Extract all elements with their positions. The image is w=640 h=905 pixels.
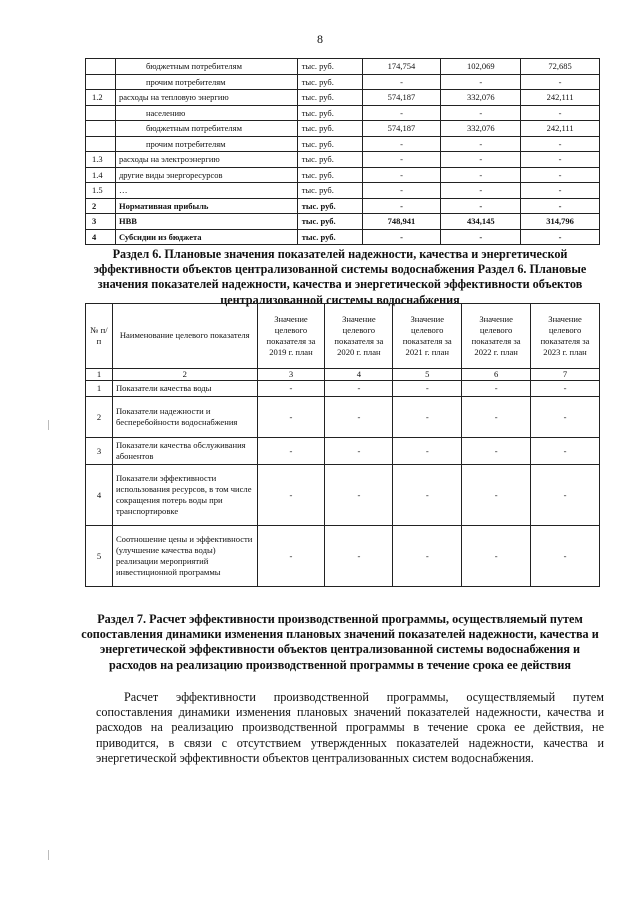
row-unit: тыс. руб. — [297, 74, 362, 90]
row-unit: тыс. руб. — [297, 229, 362, 245]
row-value: 574,187 — [362, 121, 441, 137]
row-value: - — [362, 136, 441, 152]
row-number: 1.3 — [86, 152, 116, 168]
header-name: Наименование целевого показателя — [112, 304, 257, 369]
table-row — [86, 105, 600, 121]
row-number: 3 — [86, 214, 116, 230]
row-value: - — [441, 152, 521, 168]
col-number: 3 — [257, 369, 325, 381]
row-name: … — [115, 183, 297, 199]
row-value: - — [521, 152, 600, 168]
indicator-value: - — [325, 397, 393, 438]
indicator-value: - — [531, 438, 600, 465]
row-name: прочим потребителям — [115, 136, 297, 152]
row-value: - — [441, 183, 521, 199]
row-name: населению — [115, 105, 297, 121]
indicator-value: - — [393, 438, 462, 465]
indicator-name: Показатели надежности и бесперебойности водоснабжения — [112, 397, 257, 438]
header-year-2019: Значение целевого показателя за 2019 г. план — [257, 304, 325, 369]
row-name: Нормативная прибыль — [115, 198, 297, 214]
row-value: - — [521, 167, 600, 183]
row-value: - — [362, 183, 441, 199]
row-value: - — [441, 105, 521, 121]
section-7-paragraph: Расчет эффективности производственной программы, осуществляемый путем сопоставления динамики изменения плановых значений показателей надежности, качества и расходов на реализацию производственной программы в течение срока ее действия, не приводится, в связи с отсутствием утвержденных показателей надежности, качества и энергетической эффективности объектов централизованных систем водоснабжения. — [96, 690, 604, 765]
table-row — [86, 214, 600, 230]
indicator-value: - — [325, 381, 393, 397]
col-number: 2 — [112, 369, 257, 381]
row-number: 1.2 — [86, 90, 116, 106]
row-value: 242,111 — [521, 121, 600, 137]
indicator-value: - — [462, 438, 531, 465]
row-name: бюджетным потребителям — [115, 59, 297, 75]
header-year-2023: Значение целевого показателя за 2023 г. план — [531, 304, 600, 369]
row-unit: тыс. руб. — [297, 90, 362, 106]
row-number: 3 — [86, 438, 113, 465]
row-number — [86, 59, 116, 75]
row-value: - — [362, 152, 441, 168]
row-name: прочим потребителям — [115, 74, 297, 90]
row-value: - — [362, 198, 441, 214]
row-value: - — [521, 229, 600, 245]
indicator-value: - — [393, 526, 462, 587]
row-value: - — [521, 136, 600, 152]
row-number: 2 — [86, 198, 116, 214]
indicator-value: - — [393, 397, 462, 438]
row-number — [86, 121, 116, 137]
col-number: 7 — [531, 369, 600, 381]
row-value: - — [362, 167, 441, 183]
indicator-value: - — [257, 381, 325, 397]
row-name: расходы на электроэнергию — [115, 152, 297, 168]
row-unit: тыс. руб. — [297, 214, 362, 230]
table-row — [86, 183, 600, 199]
indicator-value: - — [462, 465, 531, 526]
header-num: № п/ п — [86, 304, 113, 369]
row-value: 332,076 — [441, 121, 521, 137]
row-value: - — [521, 183, 600, 199]
col-number: 4 — [325, 369, 393, 381]
indicator-name: Показатели качества обслуживания абонентов — [112, 438, 257, 465]
left-margin-mark — [48, 420, 49, 430]
indicator-value: - — [257, 438, 325, 465]
row-value: 574,187 — [362, 90, 441, 106]
row-name: расходы на тепловую энергию — [115, 90, 297, 106]
section-6-title: Раздел 6. Плановые значения показателей надежности, качества и энергетической эффективности объектов централизованной системы водоснабжения Раздел 6. Плановые значения показателей надежности, качества и энергетической эффективности объектов централизованной системы водоснабжения — [93, 247, 587, 307]
row-unit: тыс. руб. — [297, 183, 362, 199]
row-number: 2 — [86, 397, 113, 438]
indicator-value: - — [462, 381, 531, 397]
row-value: - — [441, 167, 521, 183]
row-number: 1.4 — [86, 167, 116, 183]
indicator-value: - — [462, 397, 531, 438]
row-number: 4 — [86, 229, 116, 245]
table-row — [86, 229, 600, 245]
indicator-value: - — [325, 526, 393, 587]
table-row — [86, 198, 600, 214]
row-unit: тыс. руб. — [297, 136, 362, 152]
col-number: 6 — [462, 369, 531, 381]
row-number — [86, 105, 116, 121]
section-7-title: Раздел 7. Расчет эффективности производственной программы, осуществляемый путем сопоставления динамики изменения плановых значений показателей надежности, качества и энергетической эффективности объектов централизованной системы водоснабжения и расходов на реализацию производственной программы в течение срока ее действия — [81, 612, 599, 672]
indicator-value: - — [257, 465, 325, 526]
cost-table — [85, 58, 600, 245]
row-value: - — [441, 198, 521, 214]
indicator-value: - — [531, 526, 600, 587]
row-value: - — [521, 105, 600, 121]
header-year-2022: Значение целевого показателя за 2022 г. план — [462, 304, 531, 369]
left-margin-mark — [48, 850, 49, 860]
indicator-name: Показатели эффективности использования ресурсов, в том числе сокращения потерь воды при транспортировке — [112, 465, 257, 526]
row-unit: тыс. руб. — [297, 198, 362, 214]
table-row — [86, 438, 600, 465]
indicator-value: - — [393, 465, 462, 526]
table-header-row — [86, 304, 600, 369]
row-value: - — [441, 136, 521, 152]
row-number — [86, 136, 116, 152]
row-unit: тыс. руб. — [297, 167, 362, 183]
table-row — [86, 59, 600, 75]
row-value: 72,685 — [521, 59, 600, 75]
column-number-row — [86, 369, 600, 381]
row-value: 174,754 — [362, 59, 441, 75]
table-row — [86, 74, 600, 90]
row-unit: тыс. руб. — [297, 59, 362, 75]
row-value: 242,111 — [521, 90, 600, 106]
row-name: бюджетным потребителям — [115, 121, 297, 137]
target-indicators-table — [85, 303, 600, 587]
table-row — [86, 167, 600, 183]
indicator-value: - — [325, 438, 393, 465]
indicator-value: - — [257, 397, 325, 438]
row-number: 1.5 — [86, 183, 116, 199]
row-value: - — [362, 229, 441, 245]
row-name: Субсидии из бюджета — [115, 229, 297, 245]
header-year-2020: Значение целевого показателя за 2020 г. план — [325, 304, 393, 369]
row-unit: тыс. руб. — [297, 152, 362, 168]
row-value: - — [521, 198, 600, 214]
row-number — [86, 74, 116, 90]
row-value: - — [362, 105, 441, 121]
table-row — [86, 526, 600, 587]
row-unit: тыс. руб. — [297, 105, 362, 121]
table-row — [86, 397, 600, 438]
table-row — [86, 121, 600, 137]
row-value: 332,076 — [441, 90, 521, 106]
row-value: 102,069 — [441, 59, 521, 75]
indicator-name: Показатели качества воды — [112, 381, 257, 397]
indicator-value: - — [531, 465, 600, 526]
row-value: 434,145 — [441, 214, 521, 230]
col-number: 5 — [393, 369, 462, 381]
row-value: - — [362, 74, 441, 90]
row-value: 314,796 — [521, 214, 600, 230]
row-unit: тыс. руб. — [297, 121, 362, 137]
row-number: 5 — [86, 526, 113, 587]
header-year-2021: Значение целевого показателя за 2021 г. план — [393, 304, 462, 369]
indicator-value: - — [257, 526, 325, 587]
row-value: - — [441, 229, 521, 245]
indicator-value: - — [531, 397, 600, 438]
table-row — [86, 90, 600, 106]
page-number: 8 — [317, 32, 323, 46]
table-row — [86, 465, 600, 526]
indicator-name: Соотношение цены и эффективности (улучшение качества воды) реализации мероприятий инвестиционной программы — [112, 526, 257, 587]
row-value: 748,941 — [362, 214, 441, 230]
row-number: 1 — [86, 381, 113, 397]
indicator-value: - — [531, 381, 600, 397]
indicator-value: - — [325, 465, 393, 526]
col-number: 1 — [86, 369, 113, 381]
row-number: 4 — [86, 465, 113, 526]
row-value: - — [441, 74, 521, 90]
table-row — [86, 136, 600, 152]
indicator-value: - — [393, 381, 462, 397]
row-name: НВВ — [115, 214, 297, 230]
row-value: - — [521, 74, 600, 90]
table-row — [86, 152, 600, 168]
table-row — [86, 381, 600, 397]
indicator-value: - — [462, 526, 531, 587]
row-name: другие виды энергоресурсов — [115, 167, 297, 183]
